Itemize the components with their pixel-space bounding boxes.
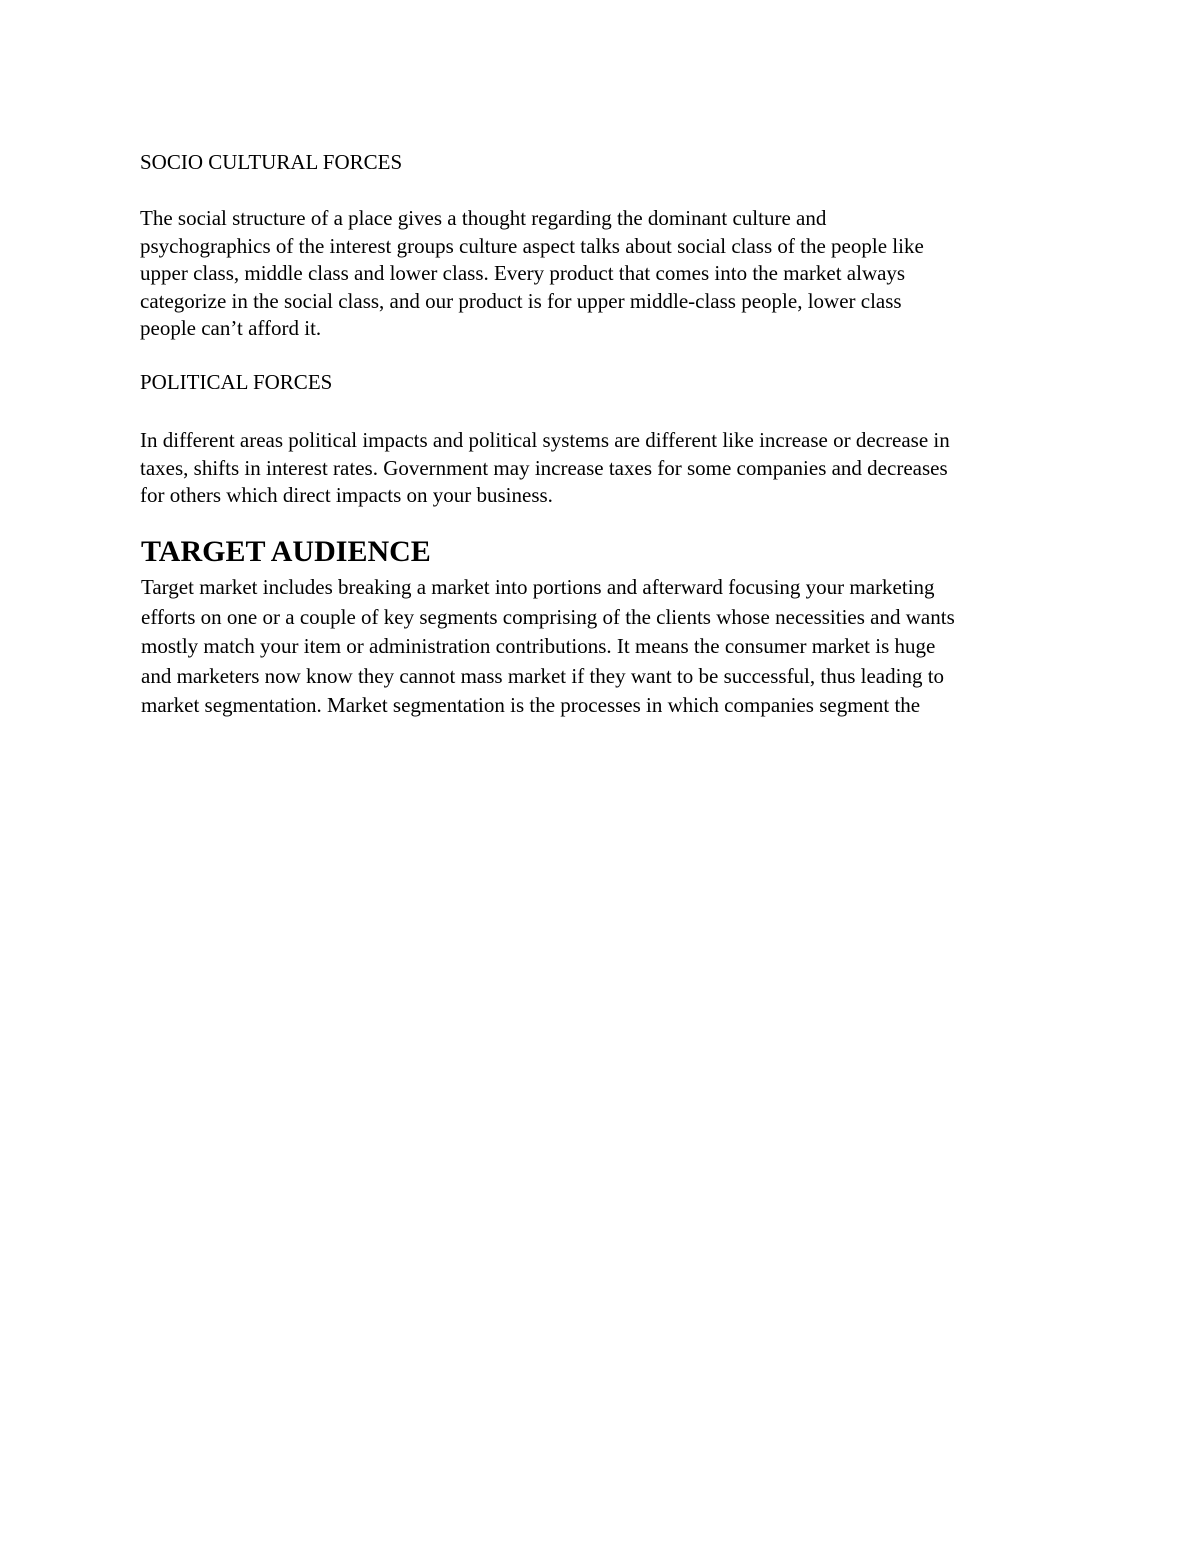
text-line: In different areas political impacts and political systems are different like increase or decrease in [140,428,950,452]
heading-target-audience: TARGET AUDIENCE [141,535,431,568]
text-line: taxes, shifts in interest rates. Government may increase taxes for some companies and decreases [140,455,948,480]
paragraph-target-audience [141,573,1071,721]
paragraph-socio-cultural [140,205,1070,343]
text-line: and marketers now know they cannot mass market if they want to be successful, thus leading to [141,663,945,688]
text-line: people can’t afford it. [140,316,322,340]
heading-political: POLITICAL FORCES [140,370,333,394]
text-line: for others which direct impacts on your business. [140,483,553,507]
paragraph-political [140,427,1070,510]
text-line: categorize in the social class, and our product is for upper middle-class people, lower class [140,288,902,313]
text-line: upper class, middle class and lower class. Every product that comes into the market always [140,261,906,285]
text-line: Target market includes breaking a market into portions and afterward focusing your marketing [141,575,935,599]
heading-socio-cultural: SOCIO CULTURAL FORCES [140,150,403,174]
text-line: efforts on one or a couple of key segments comprising of the clients whose necessities and wants [141,604,955,629]
text-line: The social structure of a place gives a thought regarding the dominant culture and [140,206,827,230]
text-line: mostly match your item or administration contributions. It means the consumer market is huge [141,634,936,658]
text-line: psychographics of the interest groups culture aspect talks about social class of the people like [140,233,924,258]
text-line: market segmentation. Market segmentation is the processes in which companies segment the [141,693,921,717]
